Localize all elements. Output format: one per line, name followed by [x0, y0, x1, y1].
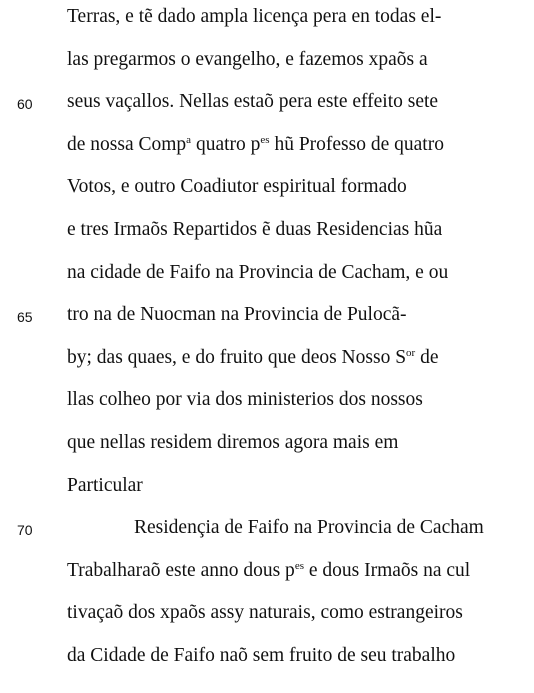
- text-run: Votos, e outro Coadiutor espiritual formado: [67, 176, 407, 198]
- text-run: de nossa Comp: [67, 133, 187, 155]
- text-line: [67, 303, 407, 327]
- line-number: 60: [17, 96, 33, 113]
- line-number: 65: [17, 309, 33, 326]
- text-run: seus vaçallos. Nellas estaõ pera este effeito sete: [67, 91, 439, 113]
- text-run: quatro p: [191, 133, 261, 155]
- text-line: [67, 388, 423, 412]
- text-line: [67, 5, 441, 29]
- text-line: [67, 346, 439, 370]
- text-run: Terras, e tẽ dado ampla licença pera en todas el-: [67, 6, 442, 27]
- text-run: hũ Professo de quatro: [269, 133, 444, 155]
- text-line: [67, 175, 407, 199]
- text-line: [67, 474, 143, 498]
- text-line: [67, 431, 398, 455]
- superscript-abbrev: a: [186, 133, 192, 146]
- text-run: tro na de Nuocman na Provincia de Pulocã-: [67, 304, 407, 326]
- superscript-abbrev: es: [294, 559, 304, 572]
- text-run: que nellas residem diremos agora mais em: [67, 432, 399, 453]
- line-number: 70: [17, 522, 33, 539]
- text-run: na cidade de Faifo na Provincia de Cacham, e ou: [67, 261, 449, 283]
- superscript-abbrev: es: [260, 133, 270, 146]
- text-run: las pregarmos o evangelho, e fazemos xpaõs a: [67, 48, 428, 70]
- text-line: [67, 261, 448, 285]
- superscript-abbrev: or: [406, 346, 416, 359]
- text-run: Residençia de Faifo na Provincia de Cacham: [134, 517, 484, 539]
- text-run: e dous Irmaõs na cul: [303, 559, 471, 581]
- text-line: [67, 559, 470, 583]
- text-run: de: [415, 346, 439, 368]
- text-run: e tres Irmaõs Repartidos ẽ duas Residencias hũa: [67, 219, 443, 240]
- text-run: da Cidade de Faifo naõ sem fruito de seu trabalho: [67, 645, 456, 666]
- text-line: [67, 48, 428, 72]
- text-run: Trabalharaõ este anno dous p: [67, 559, 295, 581]
- text-run: by; das quaes, e do fruito que deos Nosso S: [67, 346, 407, 368]
- text-line: [67, 133, 444, 157]
- text-run: Particular: [67, 474, 143, 496]
- text-run: llas colheo por via dos ministerios dos nossos: [67, 389, 423, 411]
- text-line: [134, 516, 484, 540]
- text-line: [67, 218, 442, 242]
- text-run: tivaçaõ dos xpaõs assy naturais, como estrangeiros: [67, 602, 463, 624]
- text-line: [67, 644, 455, 668]
- text-line: [67, 601, 463, 625]
- text-line: [67, 90, 438, 114]
